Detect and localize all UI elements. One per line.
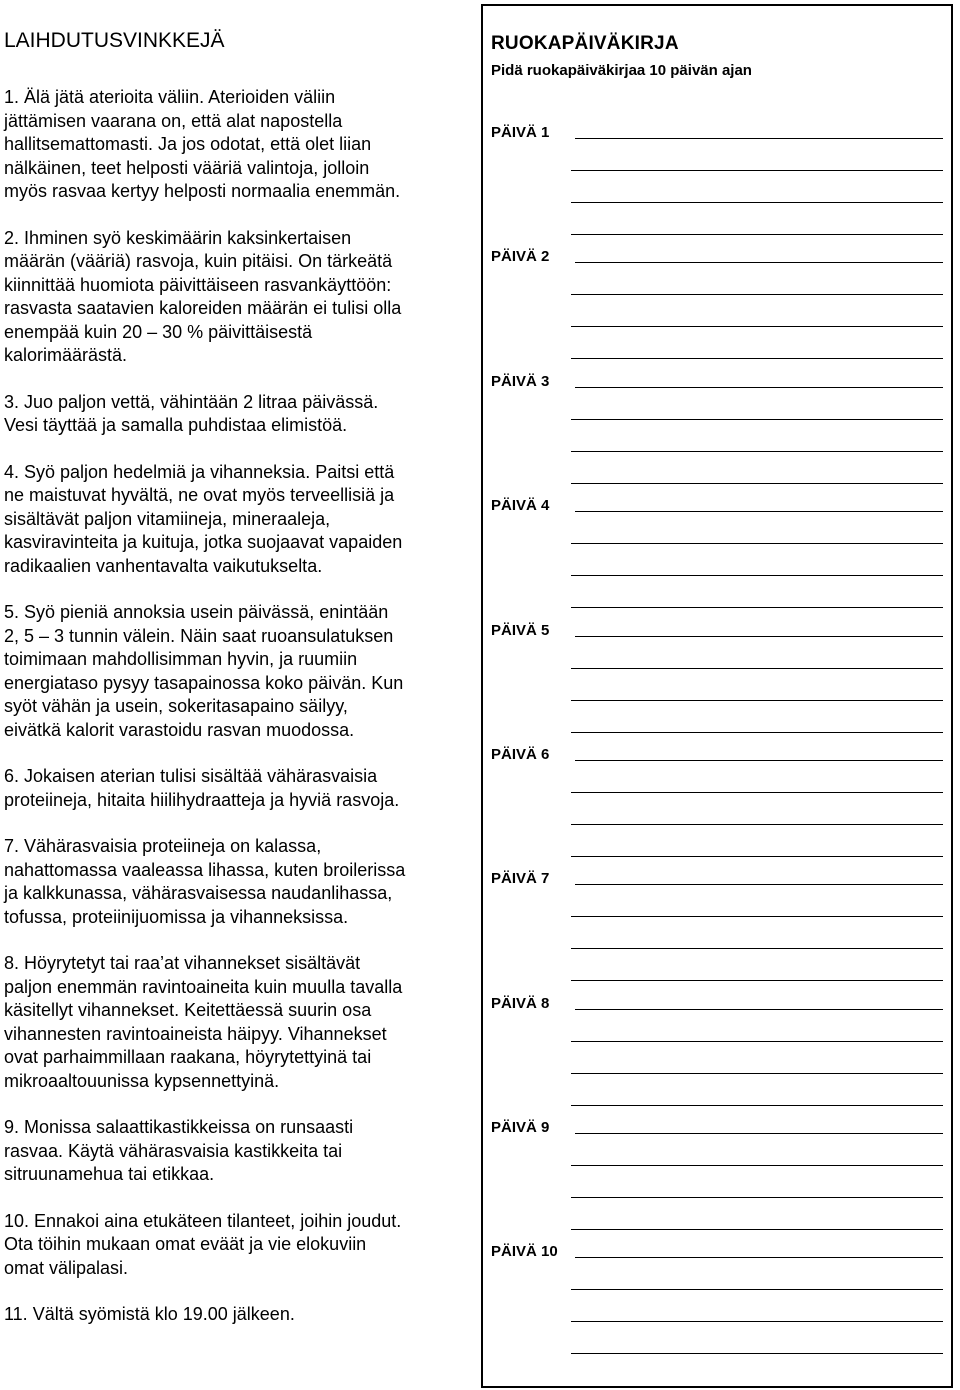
entry-line[interactable] xyxy=(571,1197,943,1198)
entry-line[interactable] xyxy=(571,543,943,544)
entry-line[interactable] xyxy=(571,1289,943,1290)
diary-day-8 xyxy=(491,995,951,1119)
entry-line[interactable] xyxy=(571,202,943,203)
entry-line[interactable] xyxy=(571,358,943,359)
entry-line[interactable] xyxy=(571,1041,943,1042)
entry-line[interactable] xyxy=(571,1073,943,1074)
entry-line[interactable] xyxy=(571,856,943,857)
entry-line[interactable] xyxy=(575,387,943,388)
entry-line[interactable] xyxy=(571,1229,943,1230)
entry-line[interactable] xyxy=(571,419,943,420)
entry-line[interactable] xyxy=(575,511,943,512)
day-label: PÄIVÄ 6 xyxy=(491,746,550,763)
tip-item: 10. Ennakoi aina etukäteen tilanteet, joihin joudut. Ota töihin mukaan omat eväät ja vie elokuviin omat välipalasi. xyxy=(4,1210,402,1278)
entry-line[interactable] xyxy=(571,1353,943,1354)
tip-item: 1. Älä jätä aterioita väliin. Aterioiden väliin jättämisen vaarana on, että alat napostella hallitsemattomasti. Ja jos odotat, että olet liian nälkäinen, teet helposti vääriä valintoja, jolloin myös rasvaa kertyy helposti normaalia enemmän. xyxy=(4,87,401,201)
food-diary-box xyxy=(481,4,953,1388)
diary-day-2 xyxy=(491,248,951,372)
diary-day-3 xyxy=(491,373,951,497)
entry-line[interactable] xyxy=(571,668,943,669)
entry-line[interactable] xyxy=(575,138,943,139)
entry-line[interactable] xyxy=(575,262,943,263)
entry-line[interactable] xyxy=(571,1321,943,1322)
entry-line[interactable] xyxy=(571,607,943,608)
diary-day-7 xyxy=(491,870,951,994)
entry-line[interactable] xyxy=(571,948,943,949)
day-label: PÄIVÄ 8 xyxy=(491,995,550,1012)
diary-day-9 xyxy=(491,1119,951,1243)
entry-line[interactable] xyxy=(571,575,943,576)
day-label: PÄIVÄ 5 xyxy=(491,622,550,639)
entry-line[interactable] xyxy=(571,483,943,484)
entry-line[interactable] xyxy=(575,636,943,637)
entry-line[interactable] xyxy=(571,980,943,981)
diary-day-10 xyxy=(491,1243,951,1367)
entry-line[interactable] xyxy=(571,732,943,733)
entry-line[interactable] xyxy=(575,760,943,761)
tip-item: 7. Vähärasvaisia proteiineja on kalassa, nahattomassa vaaleassa lihassa, kuten broilerissa ja kalkkunassa, vähärasvaisessa naudanlihassa, tofussa, proteiinijuomissa ja vihanneksissa. xyxy=(4,836,406,927)
tip-item: 6. Jokaisen aterian tulisi sisältää vähärasvaisia proteiineja, hitaita hiilihydraatteja ja hyviä rasvoja. xyxy=(4,766,400,810)
entry-line[interactable] xyxy=(575,884,943,885)
tips-list xyxy=(4,86,474,1327)
tips-column xyxy=(4,28,474,1327)
tip-item: 4. Syö paljon hedelmiä ja vihanneksia. Paitsi että ne maistuvat hyvältä, ne ovat myös terveellisiä ja sisältävät paljon vitamiineja, mineraaleja, kasviravinteita ja kuituja, jotka suojaavat vapaiden radikaalien vanhentavalta vaikutukselta. xyxy=(4,461,403,576)
diary-day-6 xyxy=(491,746,951,870)
tip-item: 9. Monissa salaattikastikkeissa on runsaasti rasvaa. Käytä vähärasvaisia kastikkeita tai sitruunamehua tai etikkaa. xyxy=(4,1117,354,1184)
diary-day-4 xyxy=(491,497,951,621)
entry-line[interactable] xyxy=(575,1009,943,1010)
tip-item: 11. Vältä syömistä klo 19.00 jälkeen. xyxy=(4,1304,295,1324)
day-label: PÄIVÄ 10 xyxy=(491,1243,558,1260)
entry-line[interactable] xyxy=(575,1257,943,1258)
tip-item: 2. Ihminen syö keskimäärin kaksinkertaisen määrän (vääriä) rasvoja, kuin pitäisi. On tärkeätä kiinnittää huomiota päivittäiseen rasvankäyttöön: rasvasta saatavien kaloreiden määrän ei tulisi olla enempää kuin 20 – 30 % päivittäisestä kalorimäärästä. xyxy=(4,227,402,365)
day-label: PÄIVÄ 2 xyxy=(491,248,550,265)
entry-line[interactable] xyxy=(571,916,943,917)
entry-line[interactable] xyxy=(571,234,943,235)
tip-item: 5. Syö pieniä annoksia usein päivässä, enintään 2, 5 – 3 tunnin välein. Näin saat ruoansulatuksen toimimaan mahdollisimman hyvin, ja ruumiin energiataso pysyy tasapainossa koko päivän. Kun syöt vähän ja usein, sokeritasapaino säilyy, eivätkä kalorit varastoidu rasvan muodossa. xyxy=(4,602,404,740)
day-label: PÄIVÄ 3 xyxy=(491,373,550,390)
entry-line[interactable] xyxy=(571,824,943,825)
entry-line[interactable] xyxy=(571,1105,943,1106)
day-label: PÄIVÄ 4 xyxy=(491,497,550,514)
tip-item: 3. Juo paljon vettä, vähintään 2 litraa päivässä. Vesi täyttää ja samalla puhdistaa elimistöä. xyxy=(4,391,379,435)
day-label: PÄIVÄ 1 xyxy=(491,124,550,141)
entry-line[interactable] xyxy=(571,700,943,701)
diary-subtitle: Pidä ruokapäiväkirjaa 10 päivän ajan xyxy=(491,62,752,79)
entry-line[interactable] xyxy=(571,170,943,171)
entry-line[interactable] xyxy=(571,1165,943,1166)
entry-line[interactable] xyxy=(571,792,943,793)
entry-line[interactable] xyxy=(571,326,943,327)
entry-line[interactable] xyxy=(571,451,943,452)
day-label: PÄIVÄ 7 xyxy=(491,870,550,887)
day-label: PÄIVÄ 9 xyxy=(491,1119,550,1136)
diary-title: RUOKAPÄIVÄKIRJA xyxy=(491,33,679,54)
entry-line[interactable] xyxy=(571,294,943,295)
tips-title: LAIHDUTUSVINKKEJÄ xyxy=(4,29,225,52)
diary-day-5 xyxy=(491,622,951,746)
diary-day-1 xyxy=(491,124,951,248)
entry-line[interactable] xyxy=(575,1133,943,1134)
tip-item: 8. Höyrytetyt tai raa’at vihannekset sisältävät paljon enemmän ravintoaineita kuin muulla tavalla käsitellyt vihannekset. Keitettäessä suurin osa vihannesten ravintoaineista häipyy. Vihannekset ovat parhaimmillaan raakana, höyrytettyinä tai mikroaaltouunissa kypsennettyinä. xyxy=(4,953,403,1091)
